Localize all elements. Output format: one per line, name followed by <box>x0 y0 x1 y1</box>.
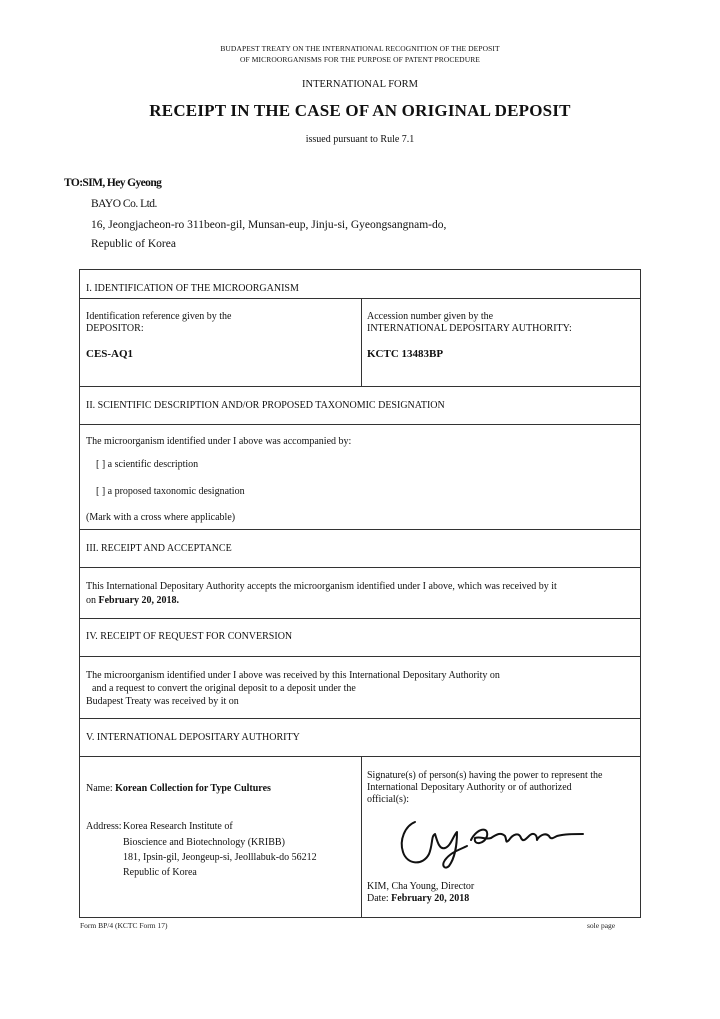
receipt-date: February 20, 2018. <box>98 595 180 606</box>
signature-date <box>367 893 469 905</box>
page-indicator: sole page <box>587 921 616 930</box>
accession-label: Accession number given by the <box>367 311 494 322</box>
document-title: RECEIPT IN THE CASE OF AN ORIGINAL DEPOSIT <box>149 101 571 120</box>
ida-name-value: Korean Collection for Type Cultures <box>115 783 271 794</box>
addressee-country: Republic of Korea <box>91 238 176 250</box>
ida-name <box>86 783 271 795</box>
ida-address-label: Address: <box>86 821 122 832</box>
receipt-text: This International Depositary Authority accepts the microorganism identified under I above, which was received by it <box>86 581 557 592</box>
conversion-line-3: Budapest Treaty was received by it on <box>86 696 239 707</box>
addressee-street: 16, Jeongjacheon-ro 311beon-gil, Munsan-eup, Jinju-si, Gyeongsangnam-do, <box>91 219 447 231</box>
taxonomic-designation-checkbox: [ ] a proposed taxonomic designation <box>96 486 245 497</box>
handwritten-signature <box>397 810 587 870</box>
form-type: INTERNATIONAL FORM <box>302 79 418 90</box>
addressee-name: TO:SIM, Hey Gyeong <box>64 177 162 189</box>
section-3-heading: III. RECEIPT AND ACCEPTANCE <box>86 543 232 554</box>
ida-address-4: Republic of Korea <box>123 867 197 878</box>
ida-address-2: Bioscience and Biotechnology (KRIBB) <box>123 837 285 848</box>
depositor-ref-label-2: DEPOSITOR: <box>86 323 144 334</box>
addressee-company: BAYO Co. Ltd. <box>91 198 157 210</box>
issued-rule: issued pursuant to Rule 7.1 <box>305 134 415 145</box>
signer-name: KIM, Cha Young, Director <box>367 881 475 892</box>
signature-label-2: International Depositary Authority or of authorized <box>367 782 572 793</box>
accession-label-2: INTERNATIONAL DEPOSITARY AUTHORITY: <box>367 323 572 334</box>
treaty-line-2: OF MICROORGANISMS FOR THE PURPOSE OF PATENT PROCEDURE <box>239 55 480 64</box>
section-2-intro: The microorganism identified under I above was accompanied by: <box>86 436 352 447</box>
conversion-line-1: The microorganism identified under I above was received by this International Depositary Authority on <box>86 670 500 681</box>
section-1-heading: I. IDENTIFICATION OF THE MICROORGANISM <box>86 283 299 294</box>
deposit-form <box>79 269 641 918</box>
depositor-ref-value: CES-AQ1 <box>86 348 134 360</box>
depositor-ref-label: Identification reference given by the <box>86 311 232 322</box>
signature-label-3: official(s): <box>367 794 410 805</box>
signature-date-label: Date: <box>367 893 392 904</box>
section-5-heading: V. INTERNATIONAL DEPOSITARY AUTHORITY <box>86 732 300 743</box>
signature-label-1: Signature(s) of person(s) having the power to represent the <box>367 770 603 781</box>
section-2-note: (Mark with a cross where applicable) <box>86 512 236 523</box>
receipt-date-line <box>86 595 179 607</box>
ida-address-1: Korea Research Institute of <box>123 821 233 832</box>
section-2-heading: II. SCIENTIFIC DESCRIPTION AND/OR PROPOSED TAXONOMIC DESIGNATION <box>86 400 445 411</box>
ida-name-label: Name: <box>86 783 116 794</box>
form-identifier: Form BP/4 (KCTC Form 17) <box>80 921 168 930</box>
scientific-description-checkbox: [ ] a scientific description <box>96 459 199 470</box>
accession-number: KCTC 13483BP <box>367 348 444 360</box>
signature-date-value: February 20, 2018 <box>391 893 470 904</box>
ida-address-3: 181, Ipsin-gil, Jeongeup-si, Jeolllabuk-do 56212 <box>123 852 317 863</box>
section-4-heading: IV. RECEIPT OF REQUEST FOR CONVERSION <box>86 631 293 642</box>
treaty-line-1: BUDAPEST TREATY ON THE INTERNATIONAL RECOGNITION OF THE DEPOSIT <box>220 44 500 53</box>
conversion-line-2: and a request to convert the original deposit to a deposit under the <box>92 683 356 694</box>
receipt-on-label: on <box>86 595 99 606</box>
